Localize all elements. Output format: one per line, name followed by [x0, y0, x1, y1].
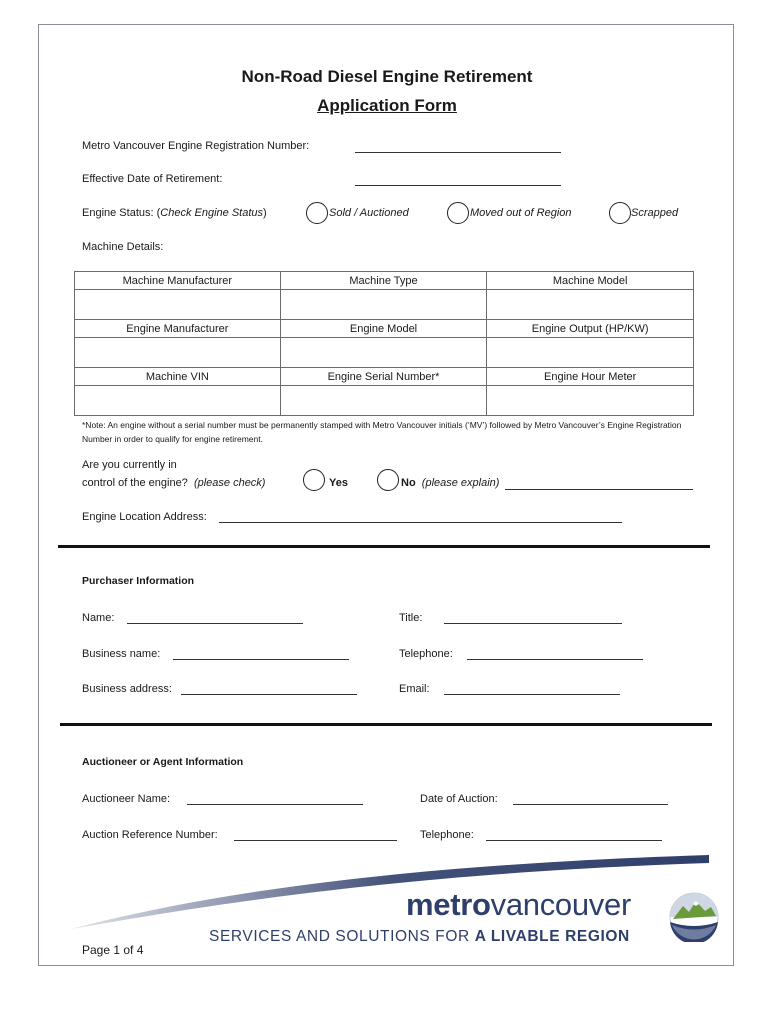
table-header-cell: Engine Model — [280, 320, 487, 338]
status-scrapped-radio[interactable] — [609, 202, 631, 224]
retirement-date-label: Effective Date of Retirement: — [82, 173, 223, 185]
engine-output-input[interactable] — [487, 338, 694, 368]
logo-tagline: SERVICES AND SOLUTIONS FOR A LIVABLE REGION — [209, 928, 630, 945]
status-moved-radio[interactable] — [447, 202, 469, 224]
location-field[interactable] — [219, 522, 622, 523]
form-subtitle: Application Form — [317, 96, 457, 115]
machine-vin-input[interactable] — [75, 386, 281, 416]
table-header-cell: Engine Hour Meter — [487, 368, 694, 386]
retirement-date-field[interactable] — [355, 185, 561, 186]
business-name-field[interactable] — [173, 659, 349, 660]
auctioneer-heading: Auctioneer or Agent Information — [82, 756, 244, 768]
table-header-cell: Machine Manufacturer — [75, 272, 281, 290]
auctioneer-name-field[interactable] — [187, 804, 363, 805]
form-title: Non-Road Diesel Engine Retirement — [241, 67, 533, 86]
location-label: Engine Location Address: — [82, 511, 207, 523]
engine-manufacturer-input[interactable] — [75, 338, 281, 368]
purchaser-telephone-label: Telephone: — [399, 648, 453, 660]
purchaser-email-label: Email: — [399, 683, 430, 695]
table-row — [75, 338, 694, 368]
purchaser-title-field[interactable] — [444, 623, 622, 624]
engine-serial-input[interactable] — [280, 386, 487, 416]
status-scrapped-label: Scrapped — [631, 207, 679, 219]
no-explanation-field[interactable] — [505, 489, 693, 490]
table-header-cell: Machine VIN — [75, 368, 281, 386]
auction-reference-label: Auction Reference Number: — [82, 829, 218, 841]
engine-hour-meter-input[interactable] — [487, 386, 694, 416]
control-yes-radio[interactable] — [303, 469, 325, 491]
purchaser-email-field[interactable] — [444, 694, 620, 695]
metro-vancouver-wordmark: metrovancouver — [406, 887, 631, 922]
table-row — [75, 320, 694, 338]
table-row — [75, 368, 694, 386]
auctioneer-name-label: Auctioneer Name: — [82, 793, 171, 805]
table-row — [75, 386, 694, 416]
table-header-cell: Engine Serial Number* — [280, 368, 487, 386]
status-moved-label: Moved out of Region — [470, 207, 572, 219]
purchaser-name-label: Name: — [82, 612, 115, 624]
control-no-label: No (please explain) — [401, 477, 500, 489]
registration-label: Metro Vancouver Engine Registration Number: — [82, 140, 310, 152]
control-question-line1: Are you currently in — [82, 459, 177, 471]
auctioneer-telephone-field[interactable] — [486, 840, 662, 841]
page-number: Page 1 of 4 — [82, 943, 144, 957]
metro-vancouver-emblem-icon — [669, 892, 719, 942]
auction-date-field[interactable] — [513, 804, 668, 805]
auctioneer-telephone-label: Telephone: — [420, 829, 474, 841]
machine-manufacturer-input[interactable] — [75, 290, 281, 320]
serial-number-note: *Note: An engine without a serial number must be permanently stamped with Metro Vancouver initials (‘MV’) followed by Metro Vancouver’s Engine Registration Number in order to qualify for engine retirement. — [82, 420, 682, 444]
purchaser-name-field[interactable] — [127, 623, 303, 624]
business-address-field[interactable] — [181, 694, 357, 695]
form-page — [38, 24, 734, 966]
table-header-cell: Engine Output (HP/KW) — [487, 320, 694, 338]
purchaser-heading: Purchaser Information — [82, 575, 195, 587]
engine-status-label: Engine Status: (Check Engine Status) — [82, 207, 267, 219]
registration-field[interactable] — [355, 152, 561, 153]
table-header-cell: Machine Type — [280, 272, 487, 290]
business-name-label: Business name: — [82, 648, 161, 660]
business-address-label: Business address: — [82, 683, 172, 695]
auction-date-label: Date of Auction: — [420, 793, 498, 805]
purchaser-telephone-field[interactable] — [467, 659, 643, 660]
table-header-cell: Machine Model — [487, 272, 694, 290]
table-row — [75, 272, 694, 290]
table-header-cell: Engine Manufacturer — [75, 320, 281, 338]
engine-model-input[interactable] — [280, 338, 487, 368]
machine-details-table — [74, 271, 694, 416]
control-question-line2: control of the engine? (please check) — [82, 477, 266, 489]
control-no-radio[interactable] — [377, 469, 399, 491]
auction-reference-field[interactable] — [234, 840, 397, 841]
control-yes-label: Yes — [329, 477, 348, 489]
section-divider — [58, 545, 710, 548]
table-row — [75, 290, 694, 320]
purchaser-title-label: Title: — [399, 612, 423, 624]
machine-type-input[interactable] — [280, 290, 487, 320]
status-sold-radio[interactable] — [306, 202, 328, 224]
status-sold-label: Sold / Auctioned — [329, 207, 409, 219]
machine-model-input[interactable] — [487, 290, 694, 320]
machine-details-label: Machine Details: — [82, 241, 164, 253]
section-divider — [60, 723, 712, 726]
